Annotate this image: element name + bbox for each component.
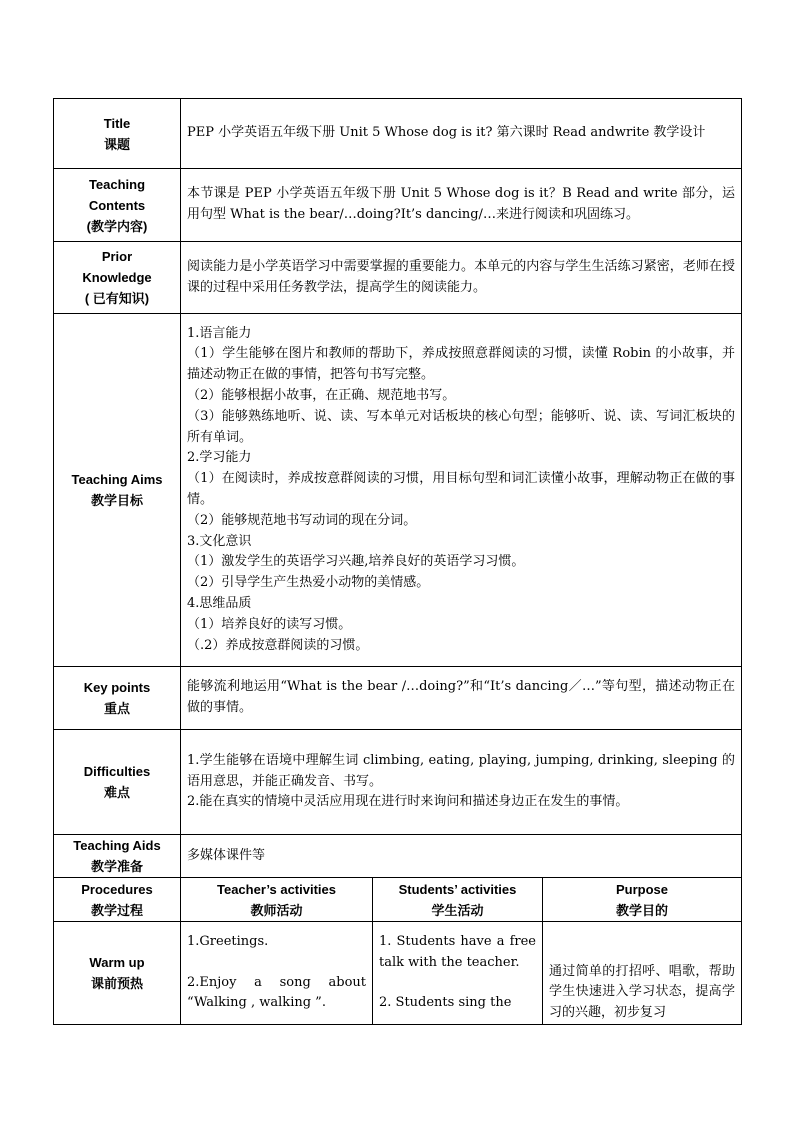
header-students-activities: Students’ activities 学生活动: [373, 878, 543, 922]
header-procedures: Procedures 教学过程: [54, 878, 181, 922]
label-prior-knowledge: Prior Knowledge ( 已有知识): [54, 242, 181, 314]
aims-line: （3）能够熟练地听、说、读、写本单元对话板块的核心句型；能够听、说、读、写词汇板块的所有单词。: [187, 408, 735, 445]
label-teaching-aids: Teaching Aids 教学准备: [54, 835, 181, 878]
aims-line: （1）在阅读时，养成按意群阅读的习惯，用目标句型和词汇读懂小故事，理解动物正在做的事情。: [187, 471, 735, 507]
difficulties-line: 1.学生能够在语境中理解生词 climbing, eating, playing, jumping, drinking, sleeping 的语用意思，并能正确发音、书写。: [187, 752, 735, 789]
row-teaching-aids: [54, 835, 742, 878]
aims-line: （1）激发学生的英语学习兴趣,培养良好的英语学习习惯。: [187, 554, 525, 570]
teaching-aids-text: 多媒体课件等: [181, 835, 742, 878]
aims-line: （2）引导学生产生热爱小动物的美情感。: [187, 575, 430, 591]
row-key-points: [54, 667, 742, 730]
warm-up-teacher: 1.Greetings. 2.Enjoy a song about “Walking , walking ”.: [181, 922, 373, 1025]
aims-line: 1.语言能力: [187, 325, 252, 341]
aims-line: （.2）养成按意群阅读的习惯。: [187, 637, 369, 653]
label-warm-up: Warm up 课前预热: [54, 922, 181, 1025]
lesson-plan-table: [53, 98, 742, 1025]
teaching-contents-text: 本节课是 PEP 小学英语五年级下册 Unit 5 Whose dog is it？B Read and write 部分，运用句型 What is the bear/…doing?It’s dancing/…来进行阅读和巩固练习。: [181, 169, 742, 242]
aims-line: （1）学生能够在图片和教师的帮助下，养成按照意群阅读的习惯，读懂 Robin 的小故事，并描述动物正在做的事情，把答句书写完整。: [187, 346, 735, 383]
warm-up-purpose: 通过简单的打招呼、唱歌，帮助学生快速进入学习状态，提高学习的兴趣，初步复习: [543, 922, 742, 1025]
row-teaching-contents: [54, 169, 742, 242]
row-prior-knowledge: [54, 242, 742, 314]
teaching-aims-list: [181, 314, 742, 667]
aims-line: 4.思维品质: [187, 595, 252, 611]
label-title: Title 课题: [54, 99, 181, 169]
label-teaching-contents: Teaching Contents (教学内容): [54, 169, 181, 242]
row-title: [54, 99, 742, 169]
label-key-points: Key points 重点: [54, 667, 181, 730]
row-difficulties: [54, 730, 742, 835]
row-warm-up: [54, 922, 742, 1025]
header-teacher-activities: Teacher’s activities 教师活动: [181, 878, 373, 922]
label-teaching-aims: Teaching Aims 教学目标: [54, 314, 181, 667]
label-difficulties: Difficulties 难点: [54, 730, 181, 835]
difficulties-line: 2.能在真实的情境中灵活应用现在进行时来询问和描述身边正在发生的事情。: [187, 794, 629, 810]
aims-line: （2）能够根据小故事，在正确、规范地书写。: [187, 388, 456, 404]
row-teaching-aims: [54, 314, 742, 667]
row-procedure-header: [54, 878, 742, 922]
prior-knowledge-text: 阅读能力是小学英语学习中需要掌握的重要能力。本单元的内容与学生生活练习紧密，老师在授课的过程中采用任务教学法，提高学生的阅读能力。: [181, 242, 742, 314]
warm-up-students: 1. Students have a free talk with the teacher. 2. Students sing the: [373, 922, 543, 1025]
aims-line: （1）培养良好的读写习惯。: [187, 616, 352, 632]
header-purpose: Purpose 教学目的: [543, 878, 742, 922]
key-points-text: 能够流利地运用“What is the bear /…doing?”和“It’s dancing／…”等句型，描述动物正在做的事情。: [181, 667, 742, 730]
difficulties-list: [181, 730, 742, 835]
title-content: PEP 小学英语五年级下册 Unit 5 Whose dog is it? 第六课时 Read andwrite 教学设计: [181, 99, 742, 169]
aims-line: （2）能够规范地书写动词的现在分词。: [187, 512, 417, 528]
aims-line: 3.文化意识: [187, 533, 252, 549]
aims-line: 2.学习能力: [187, 450, 252, 466]
